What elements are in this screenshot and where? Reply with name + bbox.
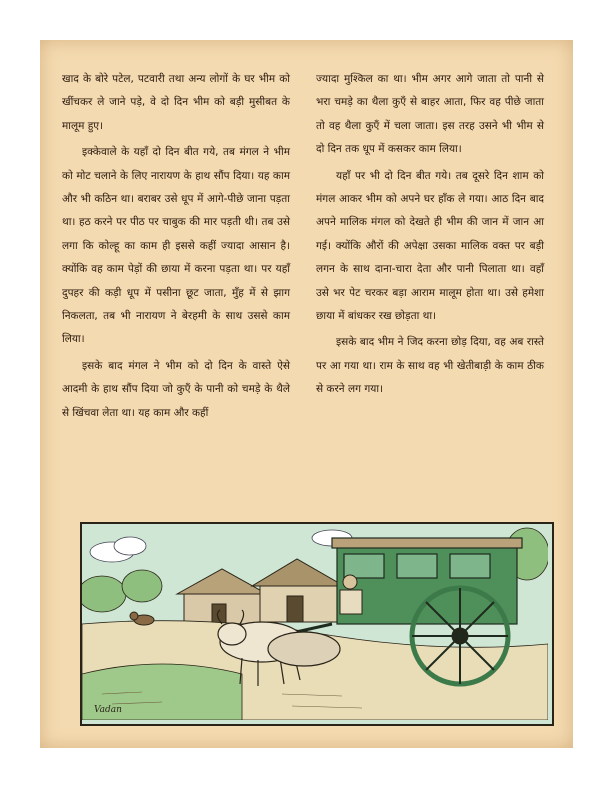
paragraph: इक्केवाले के यहाँ दो दिन बीत गये, तब मंगल ने भीम को मोट चलाने के लिए नारायण के हाथ सौंप दिया। यह काम और भी कठिन था। बराबर उसे धूप में आगे-पीछे जाना पड़ता था। हठ करने पर पीठ पर चाबुक की मार पड़ती थी। तब उसे लगा कि कोल्हू का काम ही इससे कहीं ज्यादा आसान है। क्योंकि वह काम पेड़ों की छाया में करना पड़ता था। पर यहाँ दुपहर की कड़ी धूप में पसीना छूट जाता, मुँह में से झाग निकलता, तब भी नारायण ने बेरहमी के साथ उससे काम लिया। — [62, 146, 290, 346]
paragraph: इसके बाद भीम ने जिद करना छोड़ दिया, वह अब रास्ते पर आ गया था। राम के साथ वह भी खेतीबाड़ी के काम ठीक से करने लग गया। — [316, 336, 544, 396]
bullock-cart-illustration — [80, 522, 554, 726]
paragraph: खाद के बोरे पटेल, पटवारी तथा अन्य लोगों के घर भीम को खींचकर ले जाने पड़े, वे दो दिन भीम को बड़ी मुसीबत के मालूम हुए। — [62, 73, 290, 132]
book-page — [40, 40, 573, 748]
right-text-column — [316, 68, 544, 405]
artist-signature: Vadan — [94, 705, 122, 715]
paragraph: इसके बाद मंगल ने भीम को दो दिन के वास्ते ऐसे आदमी के हाथ सौंप दिया जो कुएँ के पानी को चमड़े के थैले से खिंचवा लेता था। यह काम और कहीं — [62, 359, 290, 419]
illustration-drawing — [82, 524, 548, 720]
paragraph: ज्यादा मुश्किल का था। भीम अगर आगे जाता तो पानी से भरा चमड़े का थैला कुएँ से बाहर आता, फिर वह पीछे जाता तो वह थैला कुएँ में चला जाता। इस तरह उसने भी भीम से दो दिन तक धूप में कसकर काम लिया। — [316, 73, 544, 156]
left-text-column — [62, 68, 290, 428]
cart-wheel — [412, 588, 508, 684]
paragraph: यहाँ पर भी दो दिन बीत गये। तब दूसरे दिन शाम को मंगल आकर भीम को अपने घर हाँक ले गया। आठ दिन बाद अपने मालिक मंगल को देखते ही भीम की जान में जान आ गई। क्योंकि औरों की अपेक्षा उसका मालिक वक्त पर बड़ी लगन के साथ दाना-चारा देता और पानी पिलाता था। वहाँ उसे भर पेट चरकर बड़ा आराम मालूम होता था। उसे हमेशा छाया में बांधकर रख छोड़ता था। — [316, 169, 544, 323]
